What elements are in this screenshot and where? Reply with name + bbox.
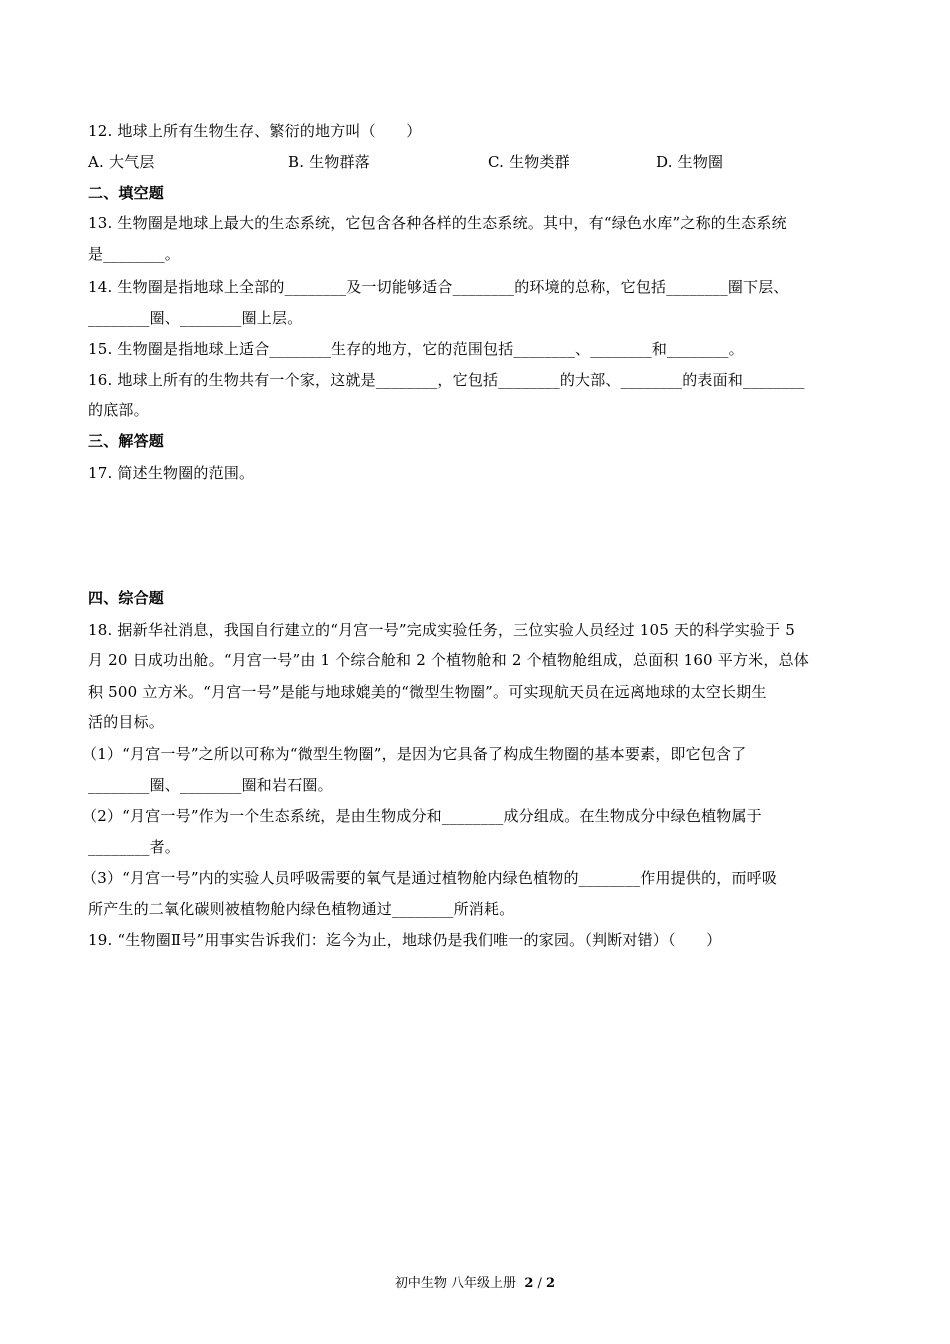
q13-line-1: 13. 生物圈是地球上最大的生态系统，它包含各种各样的生态系统。其中，有“绿色水库”之称的生态系统 — [88, 214, 787, 232]
footer-page-current: 2 — [524, 1276, 534, 1291]
q13-line-2: 是________。 — [88, 245, 181, 263]
section-heading-comprehensive: 四、综合题 — [88, 589, 165, 607]
q17-text: 17. 简述生物圈的范围。 — [88, 464, 255, 482]
footer-page-separator: / — [533, 1276, 547, 1291]
q18-sub3-line-1: （3）“月宫一号”内的实验人员呼吸需要的氧气是通过植物舱内绿色植物的________作用提供的，而呼吸 — [82, 869, 778, 887]
q18-line-1: 18. 据新华社消息，我国自行建立的“月宫一号”完成实验任务，三位实验人员经过 105 天的科学实验于 5 — [88, 621, 796, 639]
q18-sub3-line-2: 所产生的二氧化碳则被植物舱内绿色植物通过________所消耗。 — [88, 900, 515, 918]
section-heading-fill-blank: 二、填空题 — [88, 184, 165, 202]
q19-text: 19. “生物圈Ⅱ号”用事实告诉我们：迄今为止，地球仍是我们唯一的家园。（判断对错）（ ） — [88, 931, 722, 949]
q16-line-2: 的底部。 — [88, 401, 149, 419]
q12-option-b: B. 生物群落 — [288, 153, 370, 171]
q18-sub1-line-1: （1）“月宫一号”之所以可称为“微型生物圈”，是因为它具备了构成生物圈的基本要素，即它包含了 — [82, 745, 747, 763]
footer-page-total: 2 — [546, 1276, 556, 1291]
q18-sub2-line-1: （2）“月宫一号”作为一个生态系统，是由生物成分和________成分组成。在生物成分中绿色植物属于 — [82, 807, 762, 825]
q18-line-4: 活的目标。 — [88, 713, 165, 731]
footer-label: 初中生物 八年级上册 — [394, 1276, 517, 1291]
q18-sub1-line-2: ________圈、________圈和岩石圈。 — [88, 776, 333, 794]
q16-line-1: 16. 地球上所有的生物共有一个家，这就是________，它包括________的大部、________的表面和________ — [88, 371, 805, 389]
q18-sub2-line-2: ________者。 — [88, 838, 181, 856]
q12-options — [88, 152, 864, 172]
section-heading-answer: 三、解答题 — [88, 432, 165, 450]
q14-line-1: 14. 生物圈是指地球上全部的________及一切能够适合________的环境的总称，它包括________圈下层、 — [88, 278, 789, 296]
q18-line-3: 积 500 立方米。“月宫一号”是能与地球媲美的“微型生物圈”。可实现航天员在远离地球的太空长期生 — [88, 683, 767, 701]
page-footer — [0, 1272, 950, 1291]
q12-stem: 12. 地球上所有生物生存、繁衍的地方叫（ ） — [88, 122, 422, 140]
q12-option-d: D. 生物圈 — [656, 153, 724, 171]
q12-option-a: A. 大气层 — [88, 153, 155, 171]
q18-line-2: 月 20 日成功出舱。“月宫一号”由 1 个综合舱和 2 个植物舱和 2 个植物舱组成，总面积 160 平方米，总体 — [88, 651, 809, 669]
q14-line-2: ________圈、________圈上层。 — [88, 309, 303, 327]
q12-option-c: C. 生物类群 — [488, 153, 570, 171]
q15-text: 15. 生物圈是指地球上适合________生存的地方，它的范围包括________、________和________。 — [88, 340, 744, 358]
